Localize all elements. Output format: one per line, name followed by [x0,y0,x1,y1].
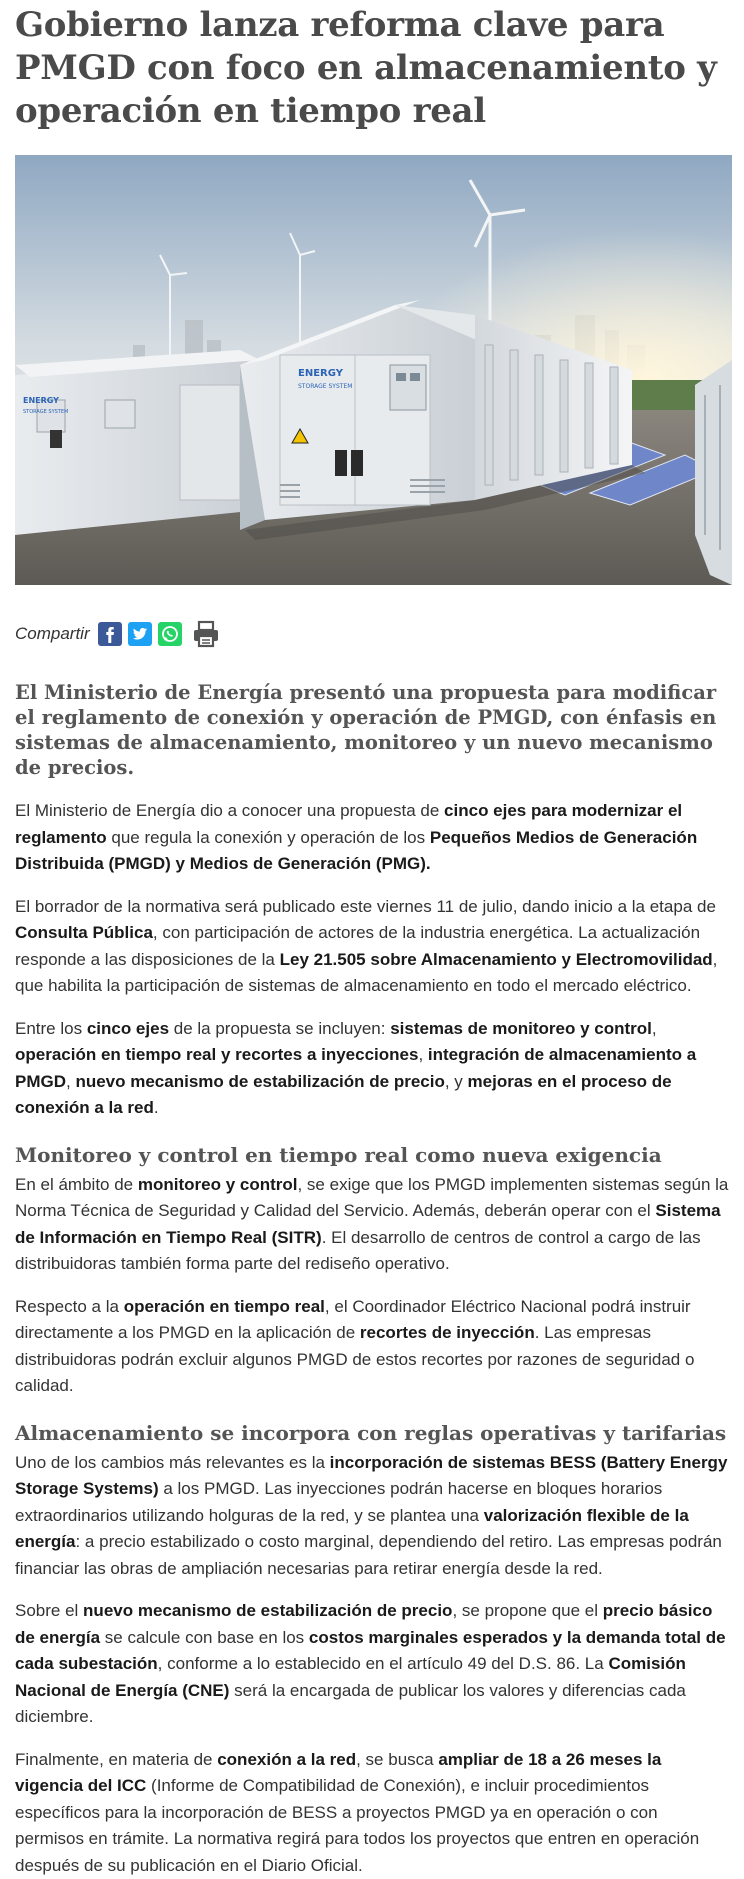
section-heading-almacenamiento: Almacenamiento se incorpora con reglas operativas y tarifarias [15,1420,729,1446]
main-container-logo: ENERGY [298,368,344,379]
paragraph-2: El borrador de la normativa será publicado este viernes 11 de julio, dando inicio a la etapa de Consulta Pública, con participación de actores de la industria energética. La actualización responde a las disposiciones de la Ley 21.505 sobre Almacenamiento y Electromovilidad, que habilita la participación de sistemas de almacenamiento en todo el mercado eléctrico. [15,894,729,1000]
paragraph-8: Finalmente, en materia de conexión a la red, se busca ampliar de 18 a 26 meses la vigencia del ICC (Informe de Compatibilidad de Conexión), e incluir procedimientos específicos para la incorporación de BESS a proyectos PMGD ya en operación o con permisos en trámite. La normativa regirá para todos los proyectos que entren en operación después de su publicación en el Diario Oficial. [15,1747,729,1879]
article [0,4,744,1879]
print-icon[interactable] [192,620,220,648]
left-container-logo-sub: STORAGE SYSTEM [23,409,68,415]
whatsapp-icon[interactable] [158,622,182,646]
share-bar [15,616,729,652]
twitter-icon[interactable] [128,622,152,646]
article-lead: El Ministerio de Energía presentó una propuesta para modificar el reglamento de conexión y operación de PMGD, con énfasis en sistemas de almacenamiento, monitoreo y un nuevo mecanismo de precios. [15,680,729,780]
paragraph-6: Uno de los cambios más relevantes es la incorporación de sistemas BESS (Battery Energy Storage Systems) a los PMGD. Las inyecciones podrán hacerse en bloques horarios extraordinarios utilizando holguras de la red, y se plantea una valorización flexible de la energía: a precio estabilizado o costo marginal, dependiendo del retiro. Las empresas podrán financiar las obras de ampliación necesarias para retirar energía desde la red. [15,1450,729,1583]
paragraph-3: Entre los cinco ejes de la propuesta se incluyen: sistemas de monitoreo y control, operación en tiempo real y recortes a inyecciones, integración de almacenamiento a PMGD, nuevo mecanismo de estabilización de precio, y mejoras en el proceso de conexión a la red. [15,1016,729,1122]
left-container-logo: ENERGY [23,396,59,405]
hero-image [15,155,732,585]
article-headline: Gobierno lanza reforma clave para PMGD con foco en almacenamiento y operación en tiempo real [15,4,729,133]
paragraph-1: El Ministerio de Energía dio a conocer una propuesta de cinco ejes para modernizar el reglamento que regula la conexión y operación de los Pequeños Medios de Generación Distribuida (PMGD) y Medios de Generación (PMG). [15,798,729,878]
main-container-logo-sub: STORAGE SYSTEM [298,383,352,390]
paragraph-4: En el ámbito de monitoreo y control, se exige que los PMGD implementen sistemas según la Norma Técnica de Seguridad y Calidad del Servicio. Además, deberán operar con el Sistema de Información en Tiempo Real (SITR). El desarrollo de centros de control a cargo de las distribuidoras también forma parte del rediseño operativo. [15,1172,729,1278]
section-heading-monitoreo: Monitoreo y control en tiempo real como nueva exigencia [15,1142,729,1168]
paragraph-5: Respecto a la operación en tiempo real, el Coordinador Eléctrico Nacional podrá instruir directamente a los PMGD en la aplicación de recortes de inyección. Las empresas distribuidoras podrán excluir algunos PMGD de estos recortes por razones de seguridad o calidad. [15,1294,729,1400]
paragraph-7: Sobre el nuevo mecanismo de estabilización de precio, se propone que el precio básico de energía se calcule con base en los costos marginales esperados y la demanda total de cada subestación, conforme a lo establecido en el artículo 49 del D.S. 86. La Comisión Nacional de Energía (CNE) será la encargada de publicar los valores y diferencias cada diciembre. [15,1598,729,1731]
share-label: Compartir [15,624,90,644]
facebook-icon[interactable] [98,622,122,646]
